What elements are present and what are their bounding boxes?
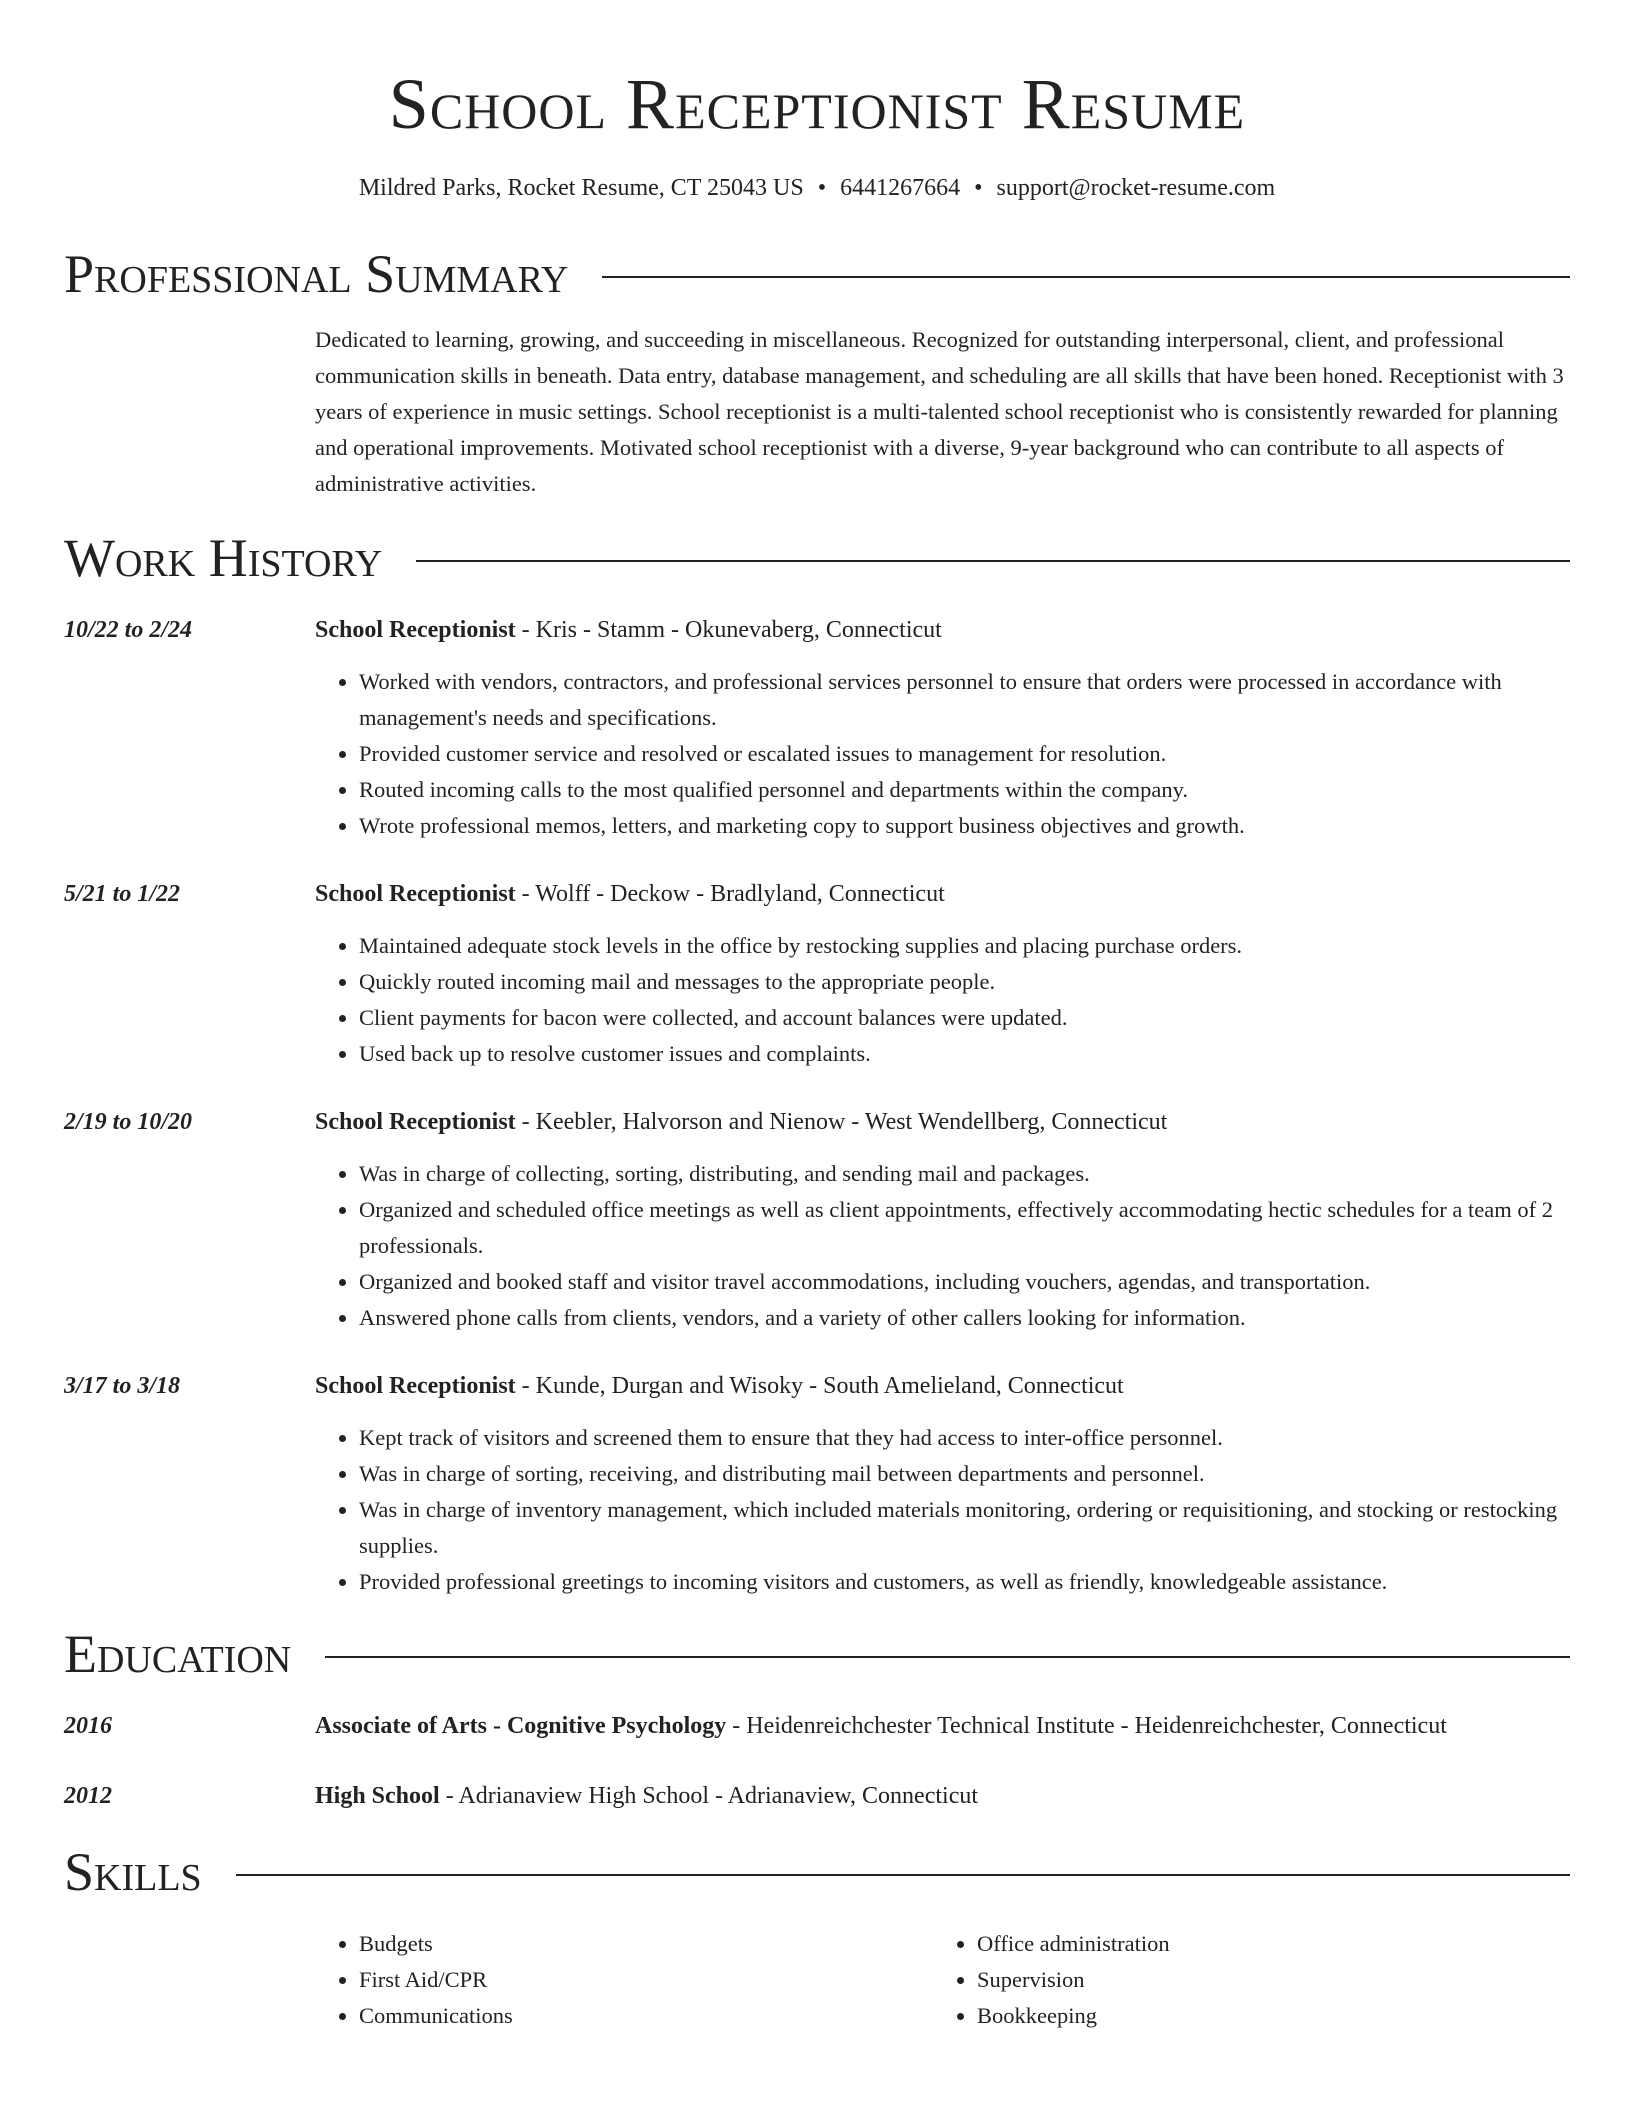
education-body xyxy=(315,1776,1570,1816)
job-bullet: • Organized and scheduled office meetings as well as client appointments, effectively accommodating hectic schedules for a team of 2 professionals. xyxy=(359,1192,1570,1264)
resume-page xyxy=(64,0,1570,2034)
job-title: School Receptionist xyxy=(315,1373,516,1399)
job-dates: 10/22 to 2/24 xyxy=(64,617,193,643)
job-bullet: • Routed incoming calls to the most qualified personnel and departments within the company. xyxy=(359,772,1570,808)
skills-column-left xyxy=(315,1926,933,2034)
work-history-list xyxy=(64,610,1570,1600)
job-details: - Wolff - Deckow - Bradlyland, Connecticut xyxy=(515,881,945,907)
job-bullets xyxy=(315,664,1570,844)
job-title: School Receptionist xyxy=(315,617,516,643)
job-bullets xyxy=(315,1420,1570,1600)
section-divider xyxy=(325,1656,1570,1658)
job-bullet: • Answered phone calls from clients, vendors, and a variety of other callers looking for information. xyxy=(359,1300,1570,1336)
job-entry xyxy=(64,1102,1570,1336)
skill-item: • Bookkeeping xyxy=(977,1998,1551,2034)
section-title-skills: Skills xyxy=(64,1842,202,1902)
education-heading xyxy=(315,1706,1570,1746)
skills-section-header xyxy=(64,1842,1570,1902)
job-heading xyxy=(315,1366,1570,1406)
job-bullet: • Wrote professional memos, letters, and marketing copy to support business objectives and growth. xyxy=(359,808,1570,844)
education-entry xyxy=(64,1706,1570,1746)
job-bullet: • Quickly routed incoming mail and messages to the appropriate people. xyxy=(359,964,1570,1000)
job-dates: 2/19 to 10/20 xyxy=(64,1109,193,1135)
job-bullet: • Used back up to resolve customer issues and complaints. xyxy=(359,1036,1570,1072)
job-dates: 5/21 to 1/22 xyxy=(64,881,181,907)
job-bullet: • Was in charge of sorting, receiving, and distributing mail between departments and personnel. xyxy=(359,1456,1570,1492)
skill-item: • First Aid/CPR xyxy=(359,1962,933,1998)
job-body xyxy=(315,874,1570,1072)
job-bullets xyxy=(315,1156,1570,1336)
education-section-header xyxy=(64,1624,1570,1684)
job-bullet: • Worked with vendors, contractors, and professional services personnel to ensure that orders were processed in accordance with management's needs and specifications. xyxy=(359,664,1570,736)
contact-line xyxy=(64,172,1570,204)
education-degree: Associate of Arts - Cognitive Psychology xyxy=(315,1713,727,1739)
job-details: - Kris - Stamm - Okunevaberg, Connecticut xyxy=(515,617,942,643)
job-dates: 3/17 to 3/18 xyxy=(64,1373,181,1399)
education-year: 2012 xyxy=(64,1783,112,1809)
education-entry xyxy=(64,1776,1570,1816)
job-bullets xyxy=(315,928,1570,1072)
job-bullet: • Maintained adequate stock levels in the office by restocking supplies and placing purchase orders. xyxy=(359,928,1570,964)
contact-phone: 6441267664 xyxy=(840,175,961,201)
job-details: - Keebler, Halvorson and Nienow - West Wendellberg, Connecticut xyxy=(515,1109,1168,1135)
job-body xyxy=(315,1366,1570,1600)
job-entry xyxy=(64,874,1570,1072)
job-bullet: • Was in charge of collecting, sorting, distributing, and sending mail and packages. xyxy=(359,1156,1570,1192)
section-divider xyxy=(602,276,1570,278)
job-title: School Receptionist xyxy=(315,1109,516,1135)
section-divider xyxy=(236,1874,1570,1876)
section-title-summary: Professional Summary xyxy=(64,244,569,304)
skill-item: • Office administration xyxy=(977,1926,1551,1962)
contact-separator: • xyxy=(974,175,983,201)
job-bullet: • Was in charge of inventory management, which included materials monitoring, ordering or requisitioning, and stocking or restocking supplies. xyxy=(359,1492,1570,1564)
education-heading xyxy=(315,1776,1570,1816)
section-divider xyxy=(416,560,1570,562)
summary-section-header xyxy=(64,244,1570,304)
section-title-education: Education xyxy=(64,1624,292,1684)
education-degree: High School xyxy=(315,1783,440,1809)
section-title-work: Work History xyxy=(64,528,383,588)
job-bullet: • Organized and booked staff and visitor travel accommodations, including vouchers, agendas, and transportation. xyxy=(359,1264,1570,1300)
work-section-header xyxy=(64,528,1570,588)
job-bullet: • Provided customer service and resolved or escalated issues to management for resolution. xyxy=(359,736,1570,772)
job-entry xyxy=(64,610,1570,844)
education-body xyxy=(315,1706,1570,1746)
contact-separator: • xyxy=(817,175,827,201)
job-body xyxy=(315,610,1570,844)
skills-column-right xyxy=(933,1926,1551,2034)
job-bullet: • Client payments for bacon were collected, and account balances were updated. xyxy=(359,1000,1570,1036)
job-heading xyxy=(315,610,1570,650)
skill-item: • Supervision xyxy=(977,1962,1551,1998)
education-details: - Adrianaview High School - Adrianaview, Connecticut xyxy=(439,1783,979,1809)
job-heading xyxy=(315,1102,1570,1142)
contact-email: support@rocket-resume.com xyxy=(996,175,1276,201)
education-list xyxy=(64,1706,1570,1816)
job-heading xyxy=(315,874,1570,914)
job-body xyxy=(315,1102,1570,1336)
job-bullet: • Provided professional greetings to incoming visitors and customers, as well as friendly, knowledgeable assistance. xyxy=(359,1564,1570,1600)
job-title: School Receptionist xyxy=(315,881,516,907)
skill-item: • Communications xyxy=(359,1998,933,2034)
job-bullet: • Kept track of visitors and screened them to ensure that they had access to inter-office personnel. xyxy=(359,1420,1570,1456)
education-year: 2016 xyxy=(64,1713,112,1739)
contact-address: Mildred Parks, Rocket Resume, CT 25043 US xyxy=(358,175,804,201)
resume-title: School Receptionist Resume xyxy=(388,64,1246,144)
summary-text: Dedicated to learning, growing, and succeeding in miscellaneous. Recognized for outstanding interpersonal, client, and professional communication skills in beneath. Data entry, database management, and scheduling are all skills that have been honed. Receptionist with 3 years of experience in music settings. School receptionist is a multi-talented school receptionist who is consistently rewarded for planning and operational improvements. Motivated school receptionist with a diverse, 9-year background who can contribute to all aspects of administrative activities. xyxy=(315,327,1564,496)
skill-item: • Budgets xyxy=(359,1926,933,1962)
job-entry xyxy=(64,1366,1570,1600)
job-details: - Kunde, Durgan and Wisoky - South Amelieland, Connecticut xyxy=(515,1373,1124,1399)
education-details: - Heidenreichchester Technical Institute - Heidenreichchester, Connecticut xyxy=(726,1713,1447,1739)
skills-list xyxy=(315,1926,1570,2034)
